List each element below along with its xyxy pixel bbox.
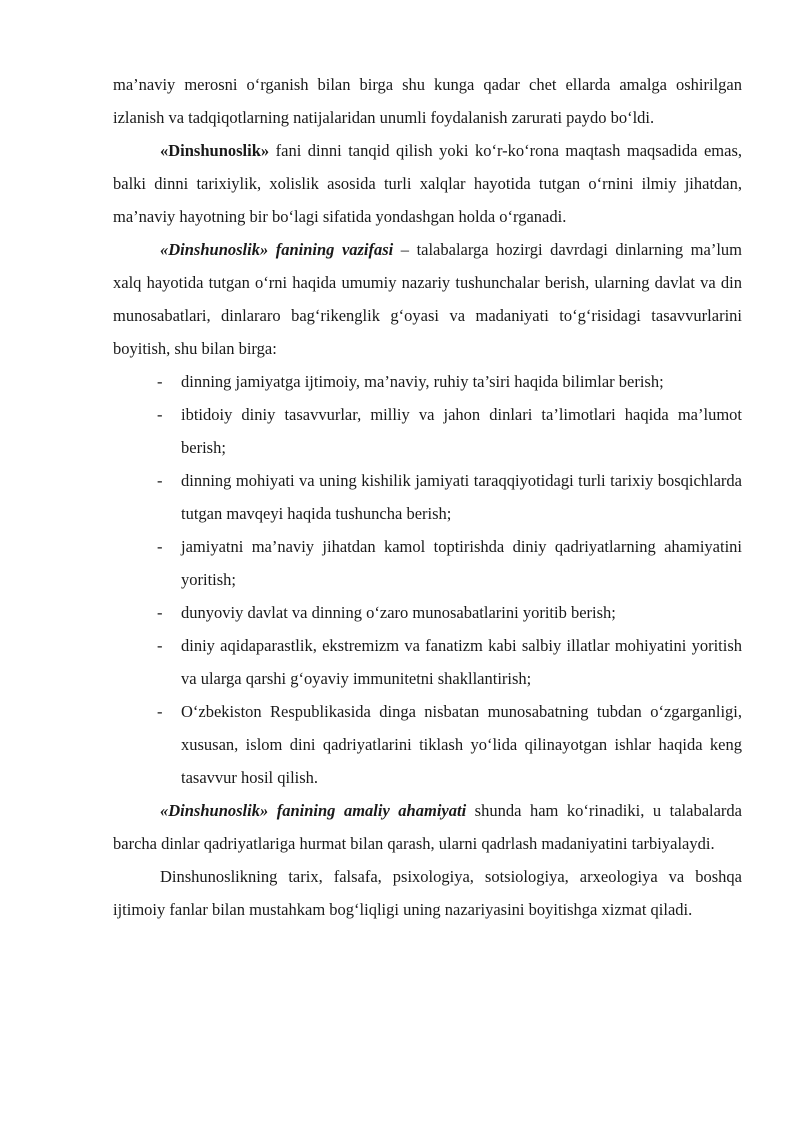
tasks-bullet-list xyxy=(113,365,742,794)
bullet-text: ibtidoiy diniy tasavvurlar, milliy va jahon dinlari ta’limotlari haqida ma’lumot berish; xyxy=(181,405,742,457)
bullet-dash: - xyxy=(157,702,163,721)
bullet-item xyxy=(113,629,742,695)
bullet-dash: - xyxy=(157,405,163,424)
bullet-text: dinning jamiyatga ijtimoiy, ma’naviy, ruhiy ta’siri haqida bilimlar berish; xyxy=(181,372,664,391)
paragraph-continuation: ma’naviy merosni o‘rganish bilan birga shu kunga qadar chet ellarda amalga oshirilgan izlanish va tadqiqotlarning natijalaridan unumli foydalanish zarurati paydo bo‘ldi. xyxy=(113,75,742,127)
paragraph-practical xyxy=(113,794,742,860)
term-tasks: «Dinshunoslik» fanining vazifasi xyxy=(160,240,394,259)
paragraph-definition-text: fani dinni tanqid qilish yoki ko‘r-ko‘rona maqtash maqsadida emas, balki dinni tarixiylik, xolislik asosida turli xalqlar hayotida tutgan o‘rnini ilmiy jihatdan, ma’naviy hayotning bir bo‘lagi sifatida yondashgan holda o‘rganadi. xyxy=(113,141,742,226)
paragraph-practical-text: shunda ham ko‘rinadiki, u talabalarda barcha dinlar qadriyatlariga hurmat bilan qarash, ularni qadrlash madaniyatini tarbiyalaydi. xyxy=(113,801,742,853)
bullet-item xyxy=(113,695,742,794)
term-dinshunoslik: «Dinshunoslik» xyxy=(160,141,270,160)
bullet-dash: - xyxy=(157,471,163,490)
bullet-item xyxy=(113,596,742,629)
paragraph-definition xyxy=(113,134,742,233)
bullet-item xyxy=(113,365,742,398)
bullet-dash: - xyxy=(157,537,163,556)
bullet-item xyxy=(113,464,742,530)
bullet-text: dinning mohiyati va uning kishilik jamiyati taraqqiyotidagi turli tarixiy bosqichlarda tutgan mavqeyi haqida tushuncha berish; xyxy=(181,471,742,523)
bullet-item xyxy=(113,398,742,464)
bullet-dash: - xyxy=(157,603,163,622)
bullet-text: O‘zbekiston Respublikasida dinga nisbatan munosabatning tubdan o‘zgarganligi, xususan, islom dini qadriyatlarini tiklash yo‘lida qilinayotgan ishlar haqida keng tasavvur hosil qilish. xyxy=(181,702,742,787)
document-page xyxy=(113,68,742,926)
paragraph-tasks xyxy=(113,233,742,365)
paragraph-tasks-text: – talabalarga hozirgi davrdagi dinlarning ma’lum xalq hayotida tutgan o‘rni haqida umumiy nazariy tushunchalar berish, ularning davlat va din munosabatlari, dinlararo bag‘rikenglik g‘oyasi va madaniyati to‘g‘risidagi tasavvurlarini boyitish, shu bilan birga: xyxy=(113,240,742,358)
bullet-dash: - xyxy=(157,636,163,655)
bullet-text: diniy aqidaparastlik, ekstremizm va fanatizm kabi salbiy illatlar mohiyatini yoritish va ularga qarshi g‘oyaviy immunitetni shakllantirish; xyxy=(181,636,742,688)
bullet-dash: - xyxy=(157,372,163,391)
bullet-item xyxy=(113,530,742,596)
bullet-text: dunyoviy davlat va dinning o‘zaro munosabatlarini yoritib berish; xyxy=(181,603,616,622)
paragraph-relations: Dinshunoslikning tarix, falsafa, psixologiya, sotsiologiya, arxeologiya va boshqa ijtimoiy fanlar bilan mustahkam bog‘liqligi uning nazariyasini boyitishga xizmat qiladi. xyxy=(113,867,742,919)
term-practical-importance: «Dinshunoslik» fanining amaliy ahamiyati xyxy=(160,801,467,820)
bullet-text: jamiyatni ma’naviy jihatdan kamol toptirishda diniy qadriyatlarning ahamiyatini yoritish; xyxy=(181,537,742,589)
